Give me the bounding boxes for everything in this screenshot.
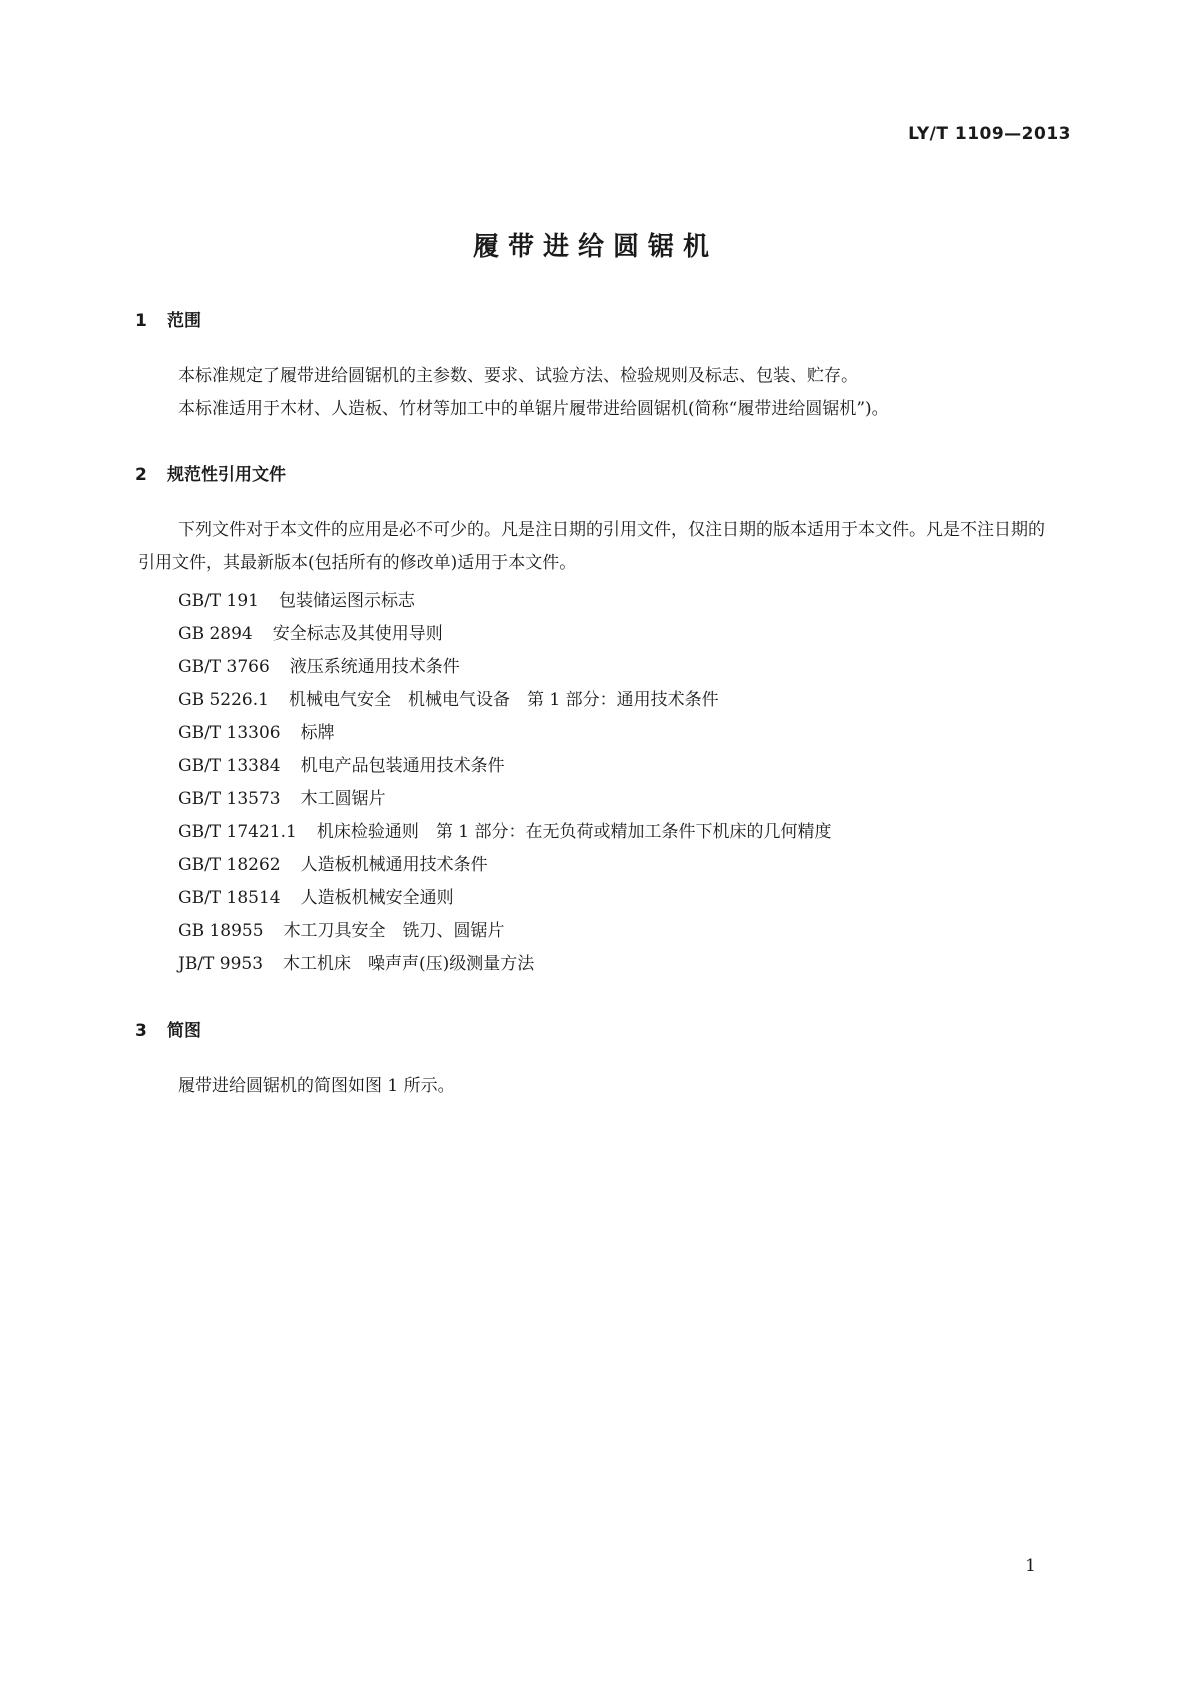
reference-code: GB 18955 bbox=[178, 921, 264, 941]
reference-item bbox=[178, 949, 534, 974]
reference-title: 标牌 bbox=[300, 723, 335, 743]
reference-code: GB/T 13384 bbox=[178, 756, 281, 776]
reference-item bbox=[178, 916, 505, 941]
section-title: 规范性引用文件 bbox=[167, 465, 286, 485]
reference-title: 安全标志及其使用导则 bbox=[272, 624, 443, 644]
reference-title: 机床检验通则 第 1 部分：在无负荷或精加工条件下机床的几何精度 bbox=[316, 822, 832, 842]
reference-code: GB/T 18262 bbox=[178, 855, 281, 875]
reference-code: GB/T 18514 bbox=[178, 888, 281, 908]
diagram-paragraph: 履带进给圆锯机的简图如图 1 所示。 bbox=[178, 1076, 455, 1096]
document-title: 履带进给圆锯机 bbox=[472, 232, 718, 262]
reference-title: 木工圆锯片 bbox=[300, 789, 386, 809]
reference-code: GB 5226.1 bbox=[178, 690, 269, 710]
reference-item bbox=[178, 751, 505, 776]
reference-code: GB/T 13306 bbox=[178, 723, 281, 743]
reference-item bbox=[178, 619, 443, 644]
reference-item bbox=[178, 883, 454, 908]
reference-code: GB/T 191 bbox=[178, 591, 259, 611]
reference-item bbox=[178, 850, 488, 875]
section-number: 1 bbox=[135, 311, 147, 331]
reference-code: GB 2894 bbox=[178, 624, 253, 644]
page-number: 1 bbox=[1025, 1556, 1036, 1576]
reference-title: 包装储运图示标志 bbox=[279, 591, 415, 611]
reference-item bbox=[178, 817, 831, 842]
reference-title: 机械电气安全 机械电气设备 第 1 部分：通用技术条件 bbox=[288, 690, 719, 710]
reference-item bbox=[178, 718, 335, 743]
standard-code: LY/T 1109—2013 bbox=[908, 124, 1071, 144]
reference-title: 木工机床 噪声声(压)级测量方法 bbox=[283, 954, 535, 974]
references-intro: 下列文件对于本文件的应用是必不可少的。凡是注日期的引用文件，仅注日期的版本适用于本文件。凡是不注日期的引用文件，其最新版本(包括所有的修改单)适用于本文件。 bbox=[138, 520, 1045, 573]
reference-item bbox=[178, 652, 460, 677]
section-title: 范围 bbox=[167, 311, 201, 331]
reference-item bbox=[178, 784, 386, 809]
reference-title: 木工刀具安全 铣刀、圆锯片 bbox=[283, 921, 505, 941]
reference-title: 人造板机械通用技术条件 bbox=[300, 855, 488, 875]
reference-code: GB/T 17421.1 bbox=[178, 822, 297, 842]
section-title: 简图 bbox=[167, 1021, 201, 1041]
reference-item bbox=[178, 586, 415, 611]
section-number: 3 bbox=[135, 1021, 147, 1041]
section-heading-scope bbox=[135, 306, 201, 331]
scope-paragraph-1: 本标准规定了履带进给圆锯机的主参数、要求、试验方法、检验规则及标志、包装、贮存。 bbox=[178, 366, 858, 386]
section-heading-references bbox=[135, 460, 286, 485]
reference-title: 人造板机械安全通则 bbox=[300, 888, 454, 908]
section-number: 2 bbox=[135, 465, 147, 485]
reference-title: 机电产品包装通用技术条件 bbox=[300, 756, 505, 776]
reference-code: GB/T 3766 bbox=[178, 657, 270, 677]
reference-item bbox=[178, 685, 719, 710]
reference-code: JB/T 9953 bbox=[178, 954, 264, 974]
scope-paragraph-2: 本标准适用于木材、人造板、竹材等加工中的单锯片履带进给圆锯机(简称“履带进给圆锯机”)。 bbox=[178, 399, 889, 419]
section-heading-diagram bbox=[135, 1016, 201, 1041]
reference-code: GB/T 13573 bbox=[178, 789, 281, 809]
reference-title: 液压系统通用技术条件 bbox=[289, 657, 460, 677]
